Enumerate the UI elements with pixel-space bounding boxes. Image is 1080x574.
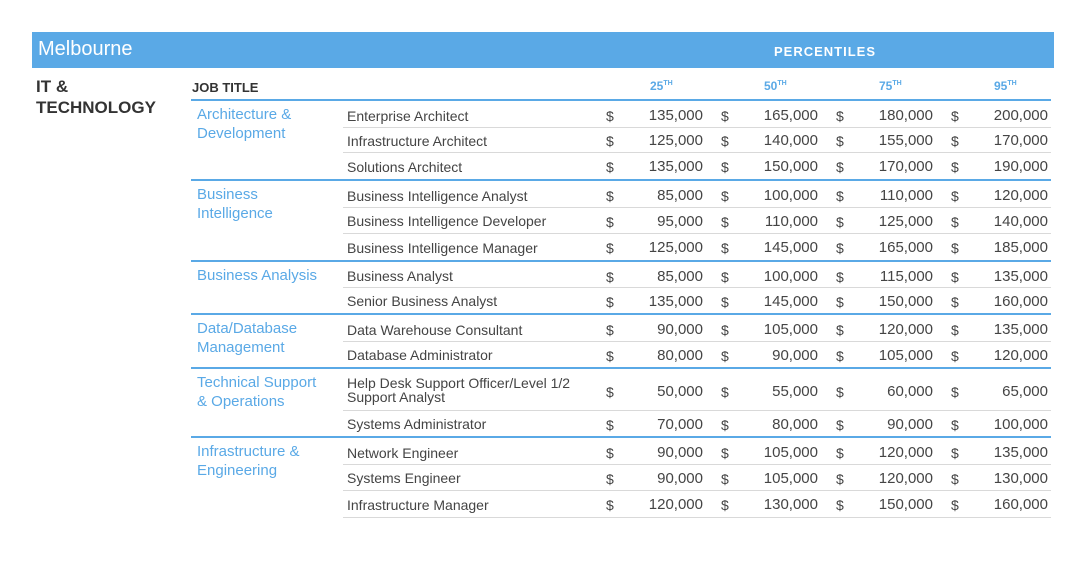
salary-value: 135,000	[648, 107, 703, 124]
currency-symbol: $	[836, 497, 844, 513]
currency-symbol: $	[836, 294, 844, 310]
job-title	[347, 134, 487, 148]
job-title	[347, 348, 493, 362]
job-title	[347, 241, 538, 255]
salary-value: 120,000	[993, 347, 1048, 364]
salary-value: 165,000	[763, 107, 818, 124]
currency-symbol: $	[606, 240, 614, 256]
salary-value: 90,000	[657, 470, 703, 487]
percentile-number: 75	[879, 79, 893, 93]
category-label	[197, 266, 337, 285]
currency-symbol: $	[721, 471, 729, 487]
percentile-suffix: TH	[777, 80, 787, 87]
salary-value: 120,000	[878, 444, 933, 461]
row-separator	[343, 127, 1051, 128]
job-title	[347, 376, 570, 404]
currency-symbol: $	[951, 188, 959, 204]
currency-symbol: $	[951, 214, 959, 230]
currency-symbol: $	[951, 159, 959, 175]
currency-symbol: $	[606, 384, 614, 400]
category-label	[197, 105, 337, 143]
salary-value: 135,000	[993, 321, 1048, 338]
currency-symbol: $	[606, 269, 614, 285]
currency-symbol: $	[606, 159, 614, 175]
row-separator	[343, 490, 1051, 491]
group-separator	[191, 436, 1051, 438]
currency-symbol: $	[606, 471, 614, 487]
salary-value: 105,000	[763, 321, 818, 338]
salary-value: 150,000	[878, 293, 933, 310]
percentile-suffix: TH	[892, 80, 902, 87]
currency-symbol: $	[606, 497, 614, 513]
currency-symbol: $	[836, 269, 844, 285]
job-title-line: Infrastructure Architect	[347, 133, 488, 149]
section-title-line: TECHNOLOGY	[36, 98, 156, 117]
salary-value: 135,000	[993, 444, 1048, 461]
job-title-line: Business Intelligence Manager	[347, 240, 538, 256]
category-label	[197, 319, 337, 357]
category-label-line: Intelligence	[197, 205, 273, 222]
salary-value: 70,000	[657, 416, 703, 433]
row-separator	[343, 341, 1051, 342]
salary-value: 85,000	[657, 268, 703, 285]
salary-value: 80,000	[772, 416, 818, 433]
currency-symbol: $	[721, 322, 729, 338]
salary-value: 160,000	[993, 496, 1048, 513]
job-title	[347, 109, 468, 123]
currency-symbol: $	[951, 445, 959, 461]
salary-value: 125,000	[878, 213, 933, 230]
currency-symbol: $	[606, 417, 614, 433]
row-separator	[343, 410, 1051, 411]
salary-value: 60,000	[887, 383, 933, 400]
currency-symbol: $	[951, 497, 959, 513]
salary-value: 155,000	[878, 132, 933, 149]
salary-value: 170,000	[993, 132, 1048, 149]
job-title-line: Solutions Architect	[347, 159, 463, 175]
salary-value: 120,000	[878, 470, 933, 487]
job-title-line: Systems Engineer	[347, 470, 461, 486]
salary-value: 150,000	[878, 496, 933, 513]
currency-symbol: $	[951, 240, 959, 256]
city-title: Melbourne	[38, 38, 133, 60]
currency-symbol: $	[836, 188, 844, 204]
category-label-line: Infrastructure &	[197, 443, 300, 460]
salary-value: 140,000	[763, 132, 818, 149]
category-label-line: Business	[197, 186, 258, 203]
percentile-number: 50	[764, 79, 778, 93]
currency-symbol: $	[951, 417, 959, 433]
salary-value: 100,000	[763, 268, 818, 285]
currency-symbol: $	[951, 348, 959, 364]
currency-symbol: $	[951, 108, 959, 124]
salary-value: 65,000	[1002, 383, 1048, 400]
job-title-line: Data Warehouse Consultant	[347, 322, 523, 338]
job-title-line: Business Analyst	[347, 268, 453, 284]
category-label-line: Management	[197, 339, 285, 356]
currency-symbol: $	[836, 322, 844, 338]
percentile-header-75	[879, 79, 902, 93]
currency-symbol: $	[721, 133, 729, 149]
currency-symbol: $	[836, 471, 844, 487]
currency-symbol: $	[721, 214, 729, 230]
job-title-line: Senior Business Analyst	[347, 293, 498, 309]
currency-symbol: $	[836, 417, 844, 433]
row-separator	[343, 207, 1051, 208]
salary-value: 160,000	[993, 293, 1048, 310]
salary-value: 180,000	[878, 107, 933, 124]
currency-symbol: $	[721, 384, 729, 400]
job-title-line: Business Intelligence Developer	[347, 213, 547, 229]
currency-symbol: $	[836, 214, 844, 230]
salary-value: 85,000	[657, 187, 703, 204]
job-title	[347, 160, 462, 174]
salary-value: 50,000	[657, 383, 703, 400]
salary-value: 130,000	[993, 470, 1048, 487]
job-title	[347, 498, 489, 512]
salary-value: 145,000	[763, 293, 818, 310]
salary-value: 115,000	[879, 268, 933, 285]
salary-value: 135,000	[993, 268, 1048, 285]
salary-value: 125,000	[648, 132, 703, 149]
percentile-header-50	[764, 79, 787, 93]
currency-symbol: $	[836, 133, 844, 149]
category-label	[197, 373, 337, 411]
currency-symbol: $	[951, 322, 959, 338]
salary-value: 90,000	[657, 444, 703, 461]
row-separator	[343, 464, 1051, 465]
group-separator	[191, 367, 1051, 369]
job-title-line: Systems Administrator	[347, 416, 487, 432]
currency-symbol: $	[836, 159, 844, 175]
category-label-line: Business Analysis	[197, 267, 318, 284]
currency-symbol: $	[836, 445, 844, 461]
job-title-line: Business Intelligence Analyst	[347, 188, 528, 204]
currency-symbol: $	[606, 294, 614, 310]
currency-symbol: $	[721, 188, 729, 204]
salary-value: 100,000	[993, 416, 1048, 433]
salary-value: 105,000	[763, 444, 818, 461]
currency-symbol: $	[721, 269, 729, 285]
currency-symbol: $	[721, 294, 729, 310]
group-separator	[191, 179, 1051, 181]
row-separator	[343, 152, 1051, 153]
currency-symbol: $	[721, 445, 729, 461]
currency-symbol: $	[836, 348, 844, 364]
percentile-suffix: TH	[1007, 80, 1017, 87]
currency-symbol: $	[721, 348, 729, 364]
category-label-line: Engineering	[197, 462, 278, 479]
currency-symbol: $	[606, 445, 614, 461]
job-title	[347, 471, 461, 485]
job-title	[347, 269, 453, 283]
job-title-line: Infrastructure Manager	[347, 497, 489, 513]
category-label-line: & Operations	[197, 393, 285, 410]
salary-value: 55,000	[772, 383, 818, 400]
currency-symbol: $	[721, 159, 729, 175]
job-title-line: Support Analyst	[347, 389, 446, 405]
percentile-suffix: TH	[663, 80, 673, 87]
job-title	[347, 214, 546, 228]
currency-symbol: $	[951, 133, 959, 149]
percentile-header-25	[650, 79, 673, 93]
job-title-line: Database Administrator	[347, 347, 493, 363]
salary-value: 100,000	[763, 187, 818, 204]
currency-symbol: $	[606, 322, 614, 338]
currency-symbol: $	[606, 188, 614, 204]
currency-symbol: $	[951, 471, 959, 487]
currency-symbol: $	[606, 214, 614, 230]
currency-symbol: $	[951, 269, 959, 285]
currency-symbol: $	[606, 108, 614, 124]
currency-symbol: $	[836, 240, 844, 256]
group-separator	[191, 313, 1051, 315]
salary-value: 120,000	[878, 321, 933, 338]
currency-symbol: $	[606, 133, 614, 149]
salary-value: 200,000	[993, 107, 1048, 124]
group-separator	[191, 260, 1051, 262]
currency-symbol: $	[951, 384, 959, 400]
salary-value: 165,000	[878, 239, 933, 256]
currency-symbol: $	[606, 348, 614, 364]
salary-value: 145,000	[763, 239, 818, 256]
salary-value: 190,000	[993, 158, 1048, 175]
salary-value: 110,000	[879, 187, 933, 204]
percentile-number: 95	[994, 79, 1008, 93]
percentile-number: 25	[650, 79, 664, 93]
salary-value: 105,000	[878, 347, 933, 364]
salary-value: 140,000	[993, 213, 1048, 230]
job-title	[347, 323, 522, 337]
salary-value: 110,000	[764, 213, 818, 230]
salary-value: 125,000	[648, 239, 703, 256]
salary-value: 120,000	[648, 496, 703, 513]
row-separator	[343, 233, 1051, 234]
currency-symbol: $	[721, 497, 729, 513]
category-label-line: Development	[197, 125, 286, 142]
salary-value: 90,000	[772, 347, 818, 364]
salary-value: 135,000	[648, 293, 703, 310]
currency-symbol: $	[836, 384, 844, 400]
currency-symbol: $	[836, 108, 844, 124]
row-separator	[343, 287, 1051, 288]
percentile-header-95	[994, 79, 1017, 93]
currency-symbol: $	[721, 108, 729, 124]
salary-value: 185,000	[993, 239, 1048, 256]
percentiles-heading: PERCENTILES	[774, 44, 877, 59]
salary-value: 105,000	[763, 470, 818, 487]
salary-value: 150,000	[763, 158, 818, 175]
job-title-line: Help Desk Support Officer/Level 1/2	[347, 375, 571, 391]
salary-value: 130,000	[763, 496, 818, 513]
city-banner	[32, 32, 1054, 68]
salary-value: 80,000	[657, 347, 703, 364]
job-title	[347, 294, 497, 308]
salary-value: 170,000	[878, 158, 933, 175]
job-title	[347, 446, 458, 460]
header-rule	[191, 99, 1051, 101]
row-separator	[343, 517, 1051, 518]
currency-symbol: $	[721, 417, 729, 433]
category-label	[197, 185, 337, 223]
category-label	[197, 442, 337, 480]
salary-value: 90,000	[887, 416, 933, 433]
category-label-line: Architecture &	[197, 106, 292, 123]
job-title	[347, 417, 486, 431]
category-label-line: Technical Support	[197, 374, 317, 391]
currency-symbol: $	[721, 240, 729, 256]
section-title-line: IT &	[36, 77, 69, 96]
currency-symbol: $	[951, 294, 959, 310]
job-title-line: Enterprise Architect	[347, 108, 469, 124]
job-title	[347, 189, 528, 203]
job-title-header: JOB TITLE	[192, 80, 259, 95]
section-title	[36, 76, 156, 118]
job-title-line: Network Engineer	[347, 445, 459, 461]
salary-value: 135,000	[648, 158, 703, 175]
salary-value: 90,000	[657, 321, 703, 338]
category-label-line: Data/Database	[197, 320, 298, 337]
salary-value: 95,000	[657, 213, 703, 230]
salary-value: 120,000	[993, 187, 1048, 204]
